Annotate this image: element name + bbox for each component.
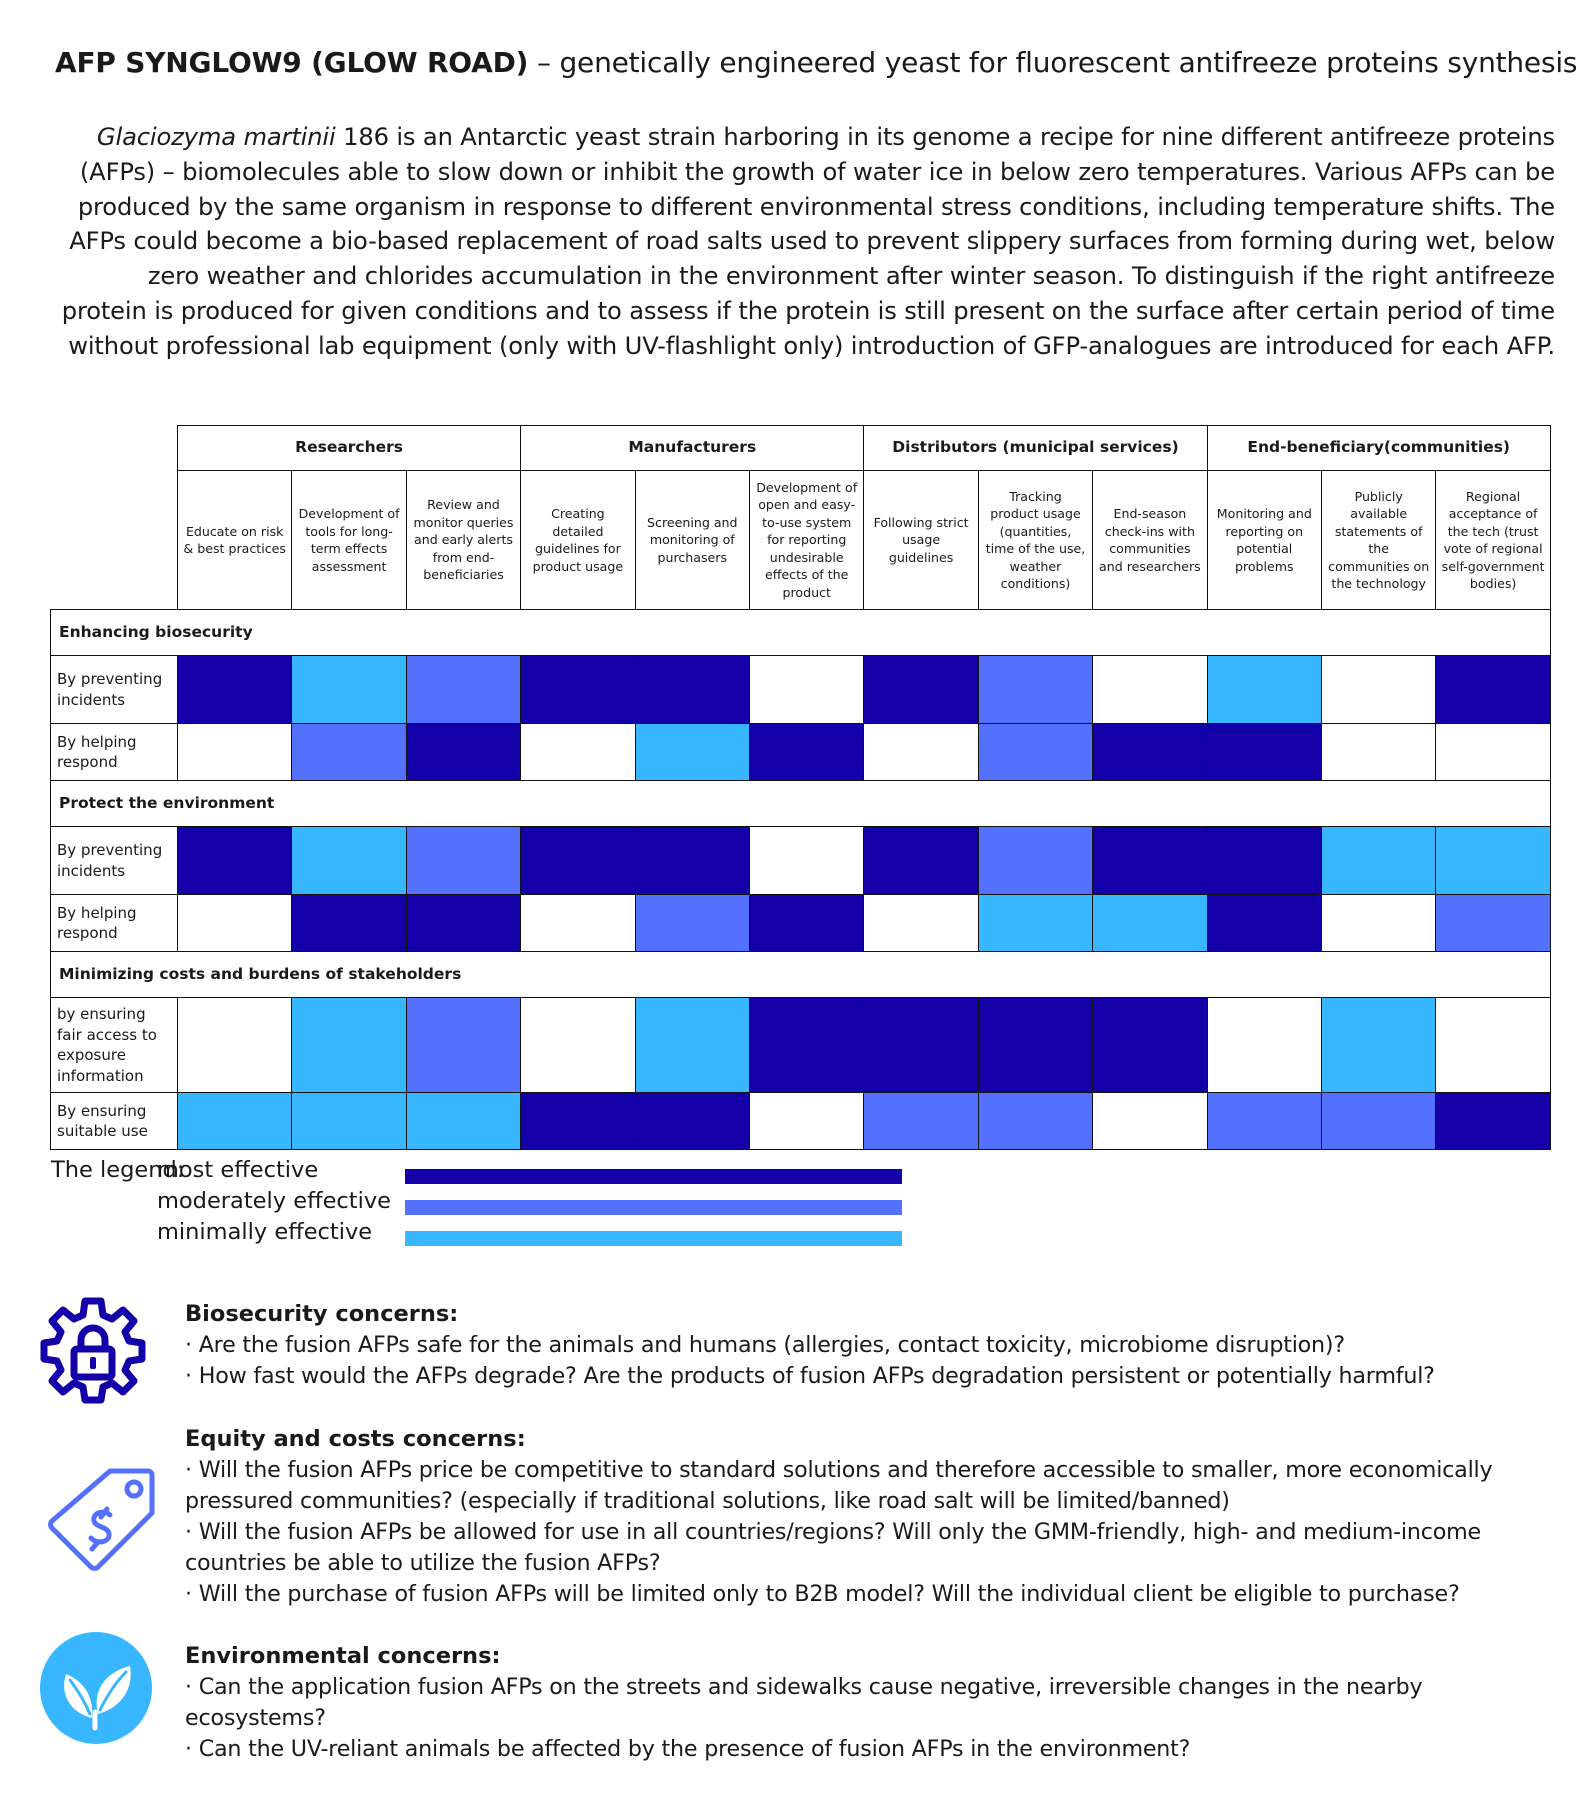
matrix-cell: [1092, 997, 1207, 1093]
row-label: by ensuring fair access to exposure information: [50, 997, 178, 1093]
legend: [51, 1157, 951, 1257]
matrix-cell: [749, 1092, 864, 1150]
matrix-cell: [978, 826, 1093, 895]
matrix-cell: [978, 1092, 1093, 1150]
matrix-cell: [863, 997, 978, 1093]
column-header: Regional acceptance of the tech (trust vote of regional self-government bodies): [1435, 470, 1550, 610]
matrix-cell: [635, 826, 750, 895]
row-label: By helping respond: [50, 723, 178, 781]
matrix-cell: [520, 655, 635, 724]
column-header: Development of tools for long-term effects assessment: [291, 470, 406, 610]
matrix-cell: [1207, 1092, 1322, 1150]
matrix-cell: [1092, 894, 1207, 952]
group-header: Distributors (municipal services): [863, 425, 1207, 471]
matrix-cell: [291, 655, 406, 724]
matrix-cell: [749, 997, 864, 1093]
matrix-cell: [1321, 894, 1436, 952]
matrix-cell: [863, 723, 978, 781]
matrix-cell: [406, 997, 521, 1093]
matrix-cell: [635, 655, 750, 724]
matrix-cell: [1435, 655, 1550, 724]
row-label: By helping respond: [50, 894, 178, 952]
column-header: Screening and monitoring of purchasers: [635, 470, 750, 610]
matrix-cell: [291, 1092, 406, 1150]
concern-title: Equity and costs concerns:: [185, 1426, 526, 1452]
group-header: Manufacturers: [520, 425, 864, 471]
matrix-cell: [520, 1092, 635, 1150]
page-title: [55, 46, 1578, 79]
column-header: Review and monitor queries and early alerts from end-beneficiaries: [406, 470, 521, 610]
concern-equity: [185, 1424, 1557, 1610]
matrix-cell: [635, 894, 750, 952]
matrix-cell: [1321, 655, 1436, 724]
matrix-cell: [863, 655, 978, 724]
matrix-cell: [749, 894, 864, 952]
matrix-cell: [291, 826, 406, 895]
column-header: Tracking product usage (quantities, time of the use, weather conditions): [978, 470, 1093, 610]
concern-point: · Can the application fusion AFPs on the streets and sidewalks cause negative, irreversible changes in the nearby ecosystems?: [185, 1674, 1423, 1731]
matrix-cell: [749, 723, 864, 781]
intro-text: 186 is an Antarctic yeast strain harboring in its genome a recipe for nine different antifreeze proteins (AFPs) – biomolecules able to slow down or inhibit the growth of water ice in below zero temperatures. Various AFPs can be produced by the same organism in response to different environmental stress conditions, including temperature shifts. The AFPs could become a bio-based replacement of road salts used to prevent slippery surfaces from forming during wet, below zero weather and chlorides accumulation in the environment after winter season. To distinguish if the right antifreeze protein is produced for given conditions and to assess if the protein is still present on the surface after certain period of time without professional lab equipment (only with UV-flashlight only) introduction of GFP-analogues are introduced for each AFP.: [61, 123, 1555, 360]
matrix-cell: [1207, 655, 1322, 724]
matrix-cell: [1092, 1092, 1207, 1150]
matrix-cell: [1207, 826, 1322, 895]
matrix-cell: [520, 997, 635, 1093]
concern-title: Environmental concerns:: [185, 1643, 501, 1669]
page-title-bold: AFP SYNGLOW9 (GLOW ROAD): [55, 46, 529, 79]
matrix-cell: [749, 826, 864, 895]
concern-title: Biosecurity concerns:: [185, 1301, 459, 1327]
matrix-cell: [635, 1092, 750, 1150]
matrix-cell: [749, 655, 864, 724]
matrix-cell: [177, 723, 292, 781]
matrix-cell: [520, 894, 635, 952]
species-name: Glaciozyma martinii: [96, 123, 336, 151]
section-title: Enhancing biosecurity: [50, 609, 1551, 656]
matrix-cell: [978, 997, 1093, 1093]
concern-point: · Will the purchase of fusion AFPs will be limited only to B2B model? Will the individual client be eligible to purchase?: [185, 1581, 1460, 1607]
matrix-cell: [1092, 723, 1207, 781]
concern-biosecurity: [185, 1299, 1557, 1392]
matrix-cell: [1435, 894, 1550, 952]
matrix-cell: [978, 894, 1093, 952]
concern-point: · Can the UV-reliant animals be affected by the presence of fusion AFPs in the environment?: [185, 1736, 1191, 1762]
price-tag-icon: [40, 1465, 160, 1585]
legend-swatch-moderate: [405, 1200, 902, 1215]
column-header: End-season check-ins with communities and researchers: [1092, 470, 1207, 610]
matrix-cell: [520, 826, 635, 895]
matrix-cell: [1207, 894, 1322, 952]
matrix-cell: [1321, 826, 1436, 895]
group-header: End-beneficiary(communities): [1207, 425, 1551, 471]
matrix-cell: [177, 655, 292, 724]
leaf-icon: [40, 1632, 152, 1744]
matrix-cell: [1321, 723, 1436, 781]
matrix-cell: [177, 997, 292, 1093]
matrix-cell: [1321, 1092, 1436, 1150]
matrix-cell: [291, 894, 406, 952]
legend-label-minimal: minimally effective: [157, 1219, 373, 1245]
column-header: Publicly available statements of the communities on the technology: [1321, 470, 1436, 610]
row-label: By ensuring suitable use: [50, 1092, 178, 1150]
matrix-cell: [1092, 826, 1207, 895]
legend-label-moderate: moderately effective: [157, 1188, 392, 1214]
matrix-cell: [1435, 1092, 1550, 1150]
column-header: Development of open and easy-to-use system for reporting undesirable effects of the product: [749, 470, 864, 610]
matrix-cell: [1435, 997, 1550, 1093]
gear-lock-icon: [38, 1295, 148, 1405]
concern-point: · How fast would the AFPs degrade? Are the products of fusion AFPs degradation persistent or potentially harmful?: [185, 1363, 1435, 1389]
group-header: Researchers: [177, 425, 521, 471]
concern-point: · Will the fusion AFPs be allowed for use in all countries/regions? Will only the GMM-friendly, high- and medium-income countries be able to utilize the fusion AFPs?: [185, 1519, 1481, 1576]
matrix-cell: [978, 655, 1093, 724]
matrix-cell: [863, 826, 978, 895]
matrix-cell: [177, 826, 292, 895]
matrix-cell: [863, 1092, 978, 1150]
effectiveness-matrix: [50, 425, 1550, 1147]
column-header: Creating detailed guidelines for product usage: [520, 470, 635, 610]
matrix-cell: [177, 894, 292, 952]
row-label: By preventing incidents: [50, 826, 178, 895]
matrix-cell: [291, 997, 406, 1093]
matrix-cell: [520, 723, 635, 781]
matrix-cell: [1092, 655, 1207, 724]
legend-prefix: The legend:: [51, 1157, 185, 1183]
matrix-cell: [406, 1092, 521, 1150]
column-header: Following strict usage guidelines: [863, 470, 978, 610]
intro-paragraph: [60, 120, 1555, 364]
matrix-cell: [291, 723, 406, 781]
matrix-cell: [177, 1092, 292, 1150]
column-header: Educate on risk & best practices: [177, 470, 292, 610]
matrix-cell: [406, 894, 521, 952]
matrix-cell: [1435, 723, 1550, 781]
matrix-cell: [406, 723, 521, 781]
matrix-cell: [978, 723, 1093, 781]
row-label: By preventing incidents: [50, 655, 178, 724]
section-title: Protect the environment: [50, 780, 1551, 827]
concern-point: · Are the fusion AFPs safe for the animals and humans (allergies, contact toxicity, microbiome disruption)?: [185, 1332, 1345, 1358]
matrix-cell: [1207, 723, 1322, 781]
legend-swatch-most: [405, 1169, 902, 1184]
matrix-cell: [1321, 997, 1436, 1093]
matrix-cell: [1435, 826, 1550, 895]
matrix-cell: [635, 997, 750, 1093]
legend-swatch-minimal: [405, 1231, 902, 1246]
matrix-cell: [635, 723, 750, 781]
concern-point: · Will the fusion AFPs price be competitive to standard solutions and therefore accessible to smaller, more economically pressured communities? (especially if traditional solutions, like road salt will be limited/banned): [185, 1457, 1493, 1514]
column-header: Monitoring and reporting on potential problems: [1207, 470, 1322, 610]
legend-label-most: most effective: [157, 1157, 319, 1183]
page-title-rest: – genetically engineered yeast for fluorescent antifreeze proteins synthesis: [528, 46, 1578, 79]
matrix-cell: [406, 655, 521, 724]
matrix-cell: [863, 894, 978, 952]
concern-environmental: [185, 1641, 1557, 1765]
section-title: Minimizing costs and burdens of stakeholders: [50, 951, 1551, 998]
matrix-cell: [1207, 997, 1322, 1093]
matrix-cell: [406, 826, 521, 895]
